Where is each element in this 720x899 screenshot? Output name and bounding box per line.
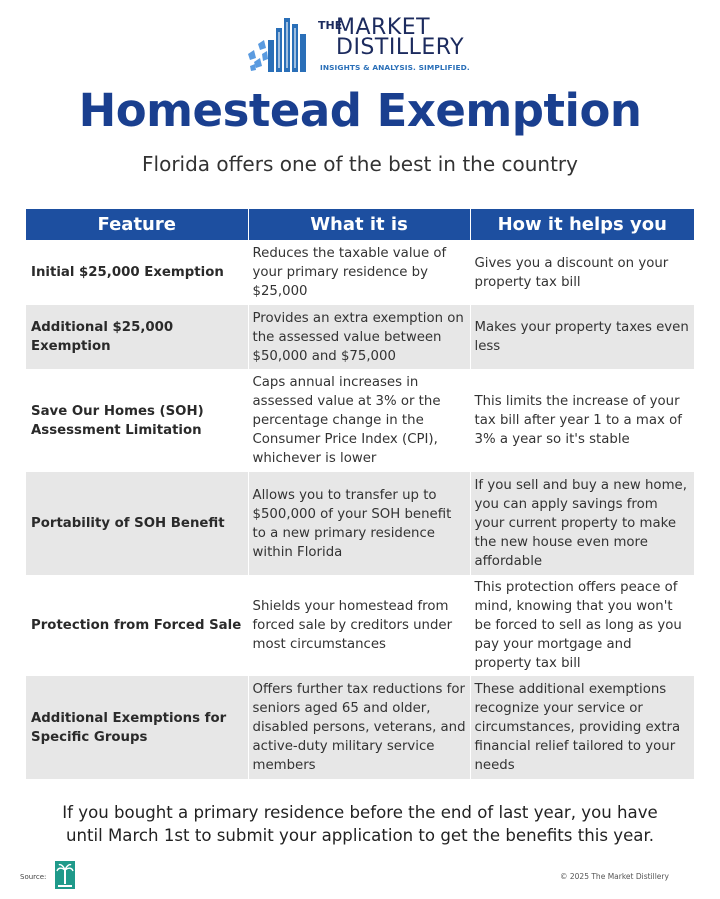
feature-cell: Additional $25,000 Exemption xyxy=(26,305,248,369)
market-distillery-logo-icon xyxy=(246,14,316,74)
brand-tagline: INSIGHTS & ANALYSIS. SIMPLIFIED. xyxy=(320,63,470,72)
feature-cell: Additional Exemptions for Specific Groups xyxy=(26,676,248,779)
feature-cell: Initial $25,000 Exemption xyxy=(26,240,248,305)
what-cell: Allows you to transfer up to $500,000 of your SOH benefit to a new primary residence within Florida xyxy=(248,472,470,575)
feature-cell: Save Our Homes (SOH) Assessment Limitation xyxy=(26,369,248,472)
source-label: Source: xyxy=(20,873,47,881)
florida-palm-logo-icon xyxy=(54,860,76,890)
homestead-features-table xyxy=(26,209,694,779)
header-feature: Feature xyxy=(26,209,248,240)
feature-cell: Protection from Forced Sale xyxy=(26,575,248,676)
page-subtitle: Florida offers one of the best in the country xyxy=(142,152,578,176)
table-row xyxy=(26,369,694,472)
what-cell: Provides an extra exemption on the assessed value between $50,000 and $75,000 xyxy=(248,305,470,369)
what-cell: Caps annual increases in assessed value at 3% or the percentage change in the Consumer Price Index (CPI), whichever is lower xyxy=(248,369,470,472)
table-row xyxy=(26,240,694,305)
brand-header xyxy=(0,14,720,76)
table-row xyxy=(26,472,694,575)
what-cell: Shields your homestead from forced sale by creditors under most circumstances xyxy=(248,575,470,676)
table-header-row xyxy=(26,209,694,240)
how-cell: This protection offers peace of mind, knowing that you won't be forced to sell as long as you pay your mortgage and property tax bill xyxy=(474,580,682,671)
footnote-line-2: until March 1st to submit your application to get the benefits this year. xyxy=(65,826,655,845)
how-cell: Makes your property taxes even less xyxy=(470,305,694,369)
what-cell: Offers further tax reductions for seniors aged 65 and older, disabled persons, veterans, and active-duty military service members xyxy=(248,676,470,779)
brand-name-line2: DISTILLERY xyxy=(336,35,465,60)
header-what-it-is: What it is xyxy=(248,209,470,240)
table-row xyxy=(26,676,694,779)
what-cell: Reduces the taxable value of your primary residence by $25,000 xyxy=(248,240,470,305)
brand-the: THE xyxy=(318,19,343,32)
application-deadline-note xyxy=(0,801,720,847)
footnote-line-1: If you bought a primary residence before the end of last year, you have xyxy=(62,803,658,822)
header-how-it-helps: How it helps you xyxy=(470,209,694,240)
how-cell: If you sell and buy a new home, you can apply savings from your current property to make the new house even more affordable xyxy=(470,472,694,575)
brand-name-line1: MARKET xyxy=(336,15,431,40)
feature-cell: Portability of SOH Benefit xyxy=(26,472,248,575)
table-row xyxy=(26,575,694,676)
table-row xyxy=(26,305,694,369)
copyright-text: © 2025 The Market Distillery xyxy=(560,872,669,881)
how-cell: These additional exemptions recognize your service or circumstances, providing extra financial relief tailored to your needs xyxy=(470,676,694,779)
how-cell: Gives you a discount on your property tax bill xyxy=(474,255,669,290)
page-title: Homestead Exemption xyxy=(78,84,642,137)
how-cell: This limits the increase of your tax bill after year 1 to a max of 3% a year so it's stable xyxy=(474,394,682,447)
